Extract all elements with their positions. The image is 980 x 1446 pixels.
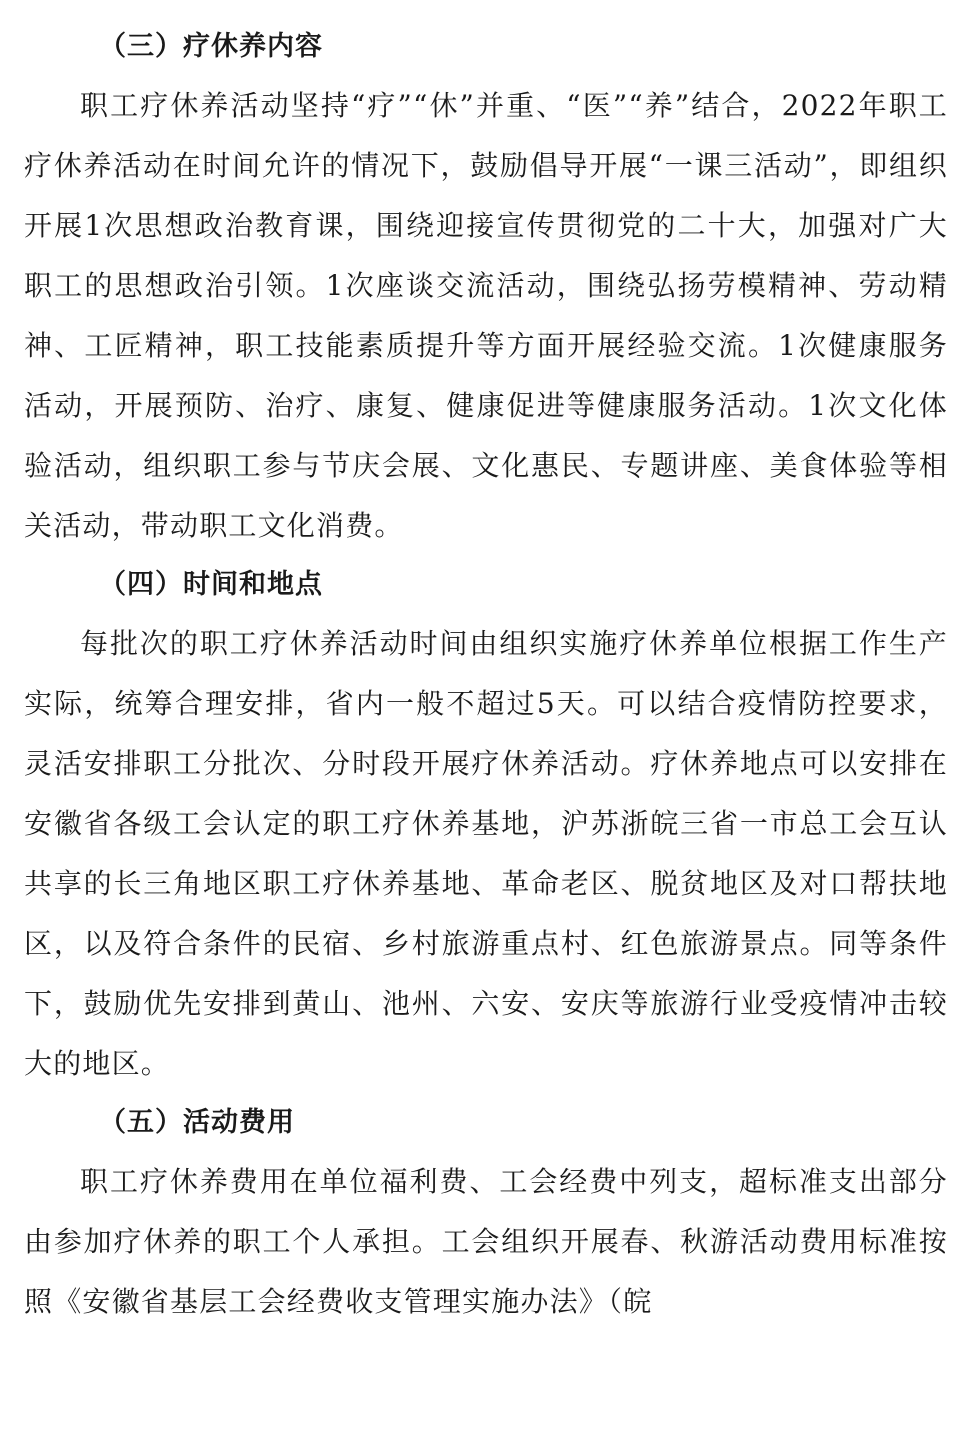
section-paragraph-3: 职工疗休养活动坚持“疗”“休”并重、“医”“养”结合，2022年职工疗休养活动在时间允许的情况下，鼓励倡导开展“一课三活动”，即组织开展1次思想政治教育课，围绕迎接宣传贯彻党的二十大，加强对广大职工的思想政治引领。1次座谈交流活动，围绕弘扬劳模精神、劳动精神、工匠精神，职工技能素质提升等方面开展经验交流。1次健康服务活动，开展预防、治疗、康复、健康促进等健康服务活动。1次文化体验活动，组织职工参与节庆会展、文化惠民、专题讲座、美食体验等相关活动，带动职工文化消费。	[24, 89, 948, 542]
section-paragraph-5: 职工疗休养费用在单位福利费、工会经费中列支，超标准支出部分由参加疗休养的职工个人承担。工会组织开展春、秋游活动费用标准按照《安徽省基层工会经费收支管理实施办法》（皖	[24, 1165, 948, 1318]
section-heading-3: （三）疗休养内容	[99, 31, 323, 62]
section-paragraph-4: 每批次的职工疗休养活动时间由组织实施疗休养单位根据工作生产实际，统筹合理安排，省内一般不超过5天。可以结合疫情防控要求，灵活安排职工分批次、分时段开展疗休养活动。疗休养地点可以安排在安徽省各级工会认定的职工疗休养基地，沪苏浙皖三省一市总工会互认共享的长三角地区职工疗休养基地、革命老区、脱贫地区及对口帮扶地区，以及符合条件的民宿、乡村旅游重点村、红色旅游景点。同等条件下，鼓励优先安排到黄山、池州、六安、安庆等旅游行业受疫情冲击较大的地区。	[24, 627, 948, 1080]
section-heading-5: （五）活动费用	[99, 1107, 295, 1138]
document-page	[24, 18, 948, 1332]
section-heading-4: （四）时间和地点	[99, 569, 323, 600]
